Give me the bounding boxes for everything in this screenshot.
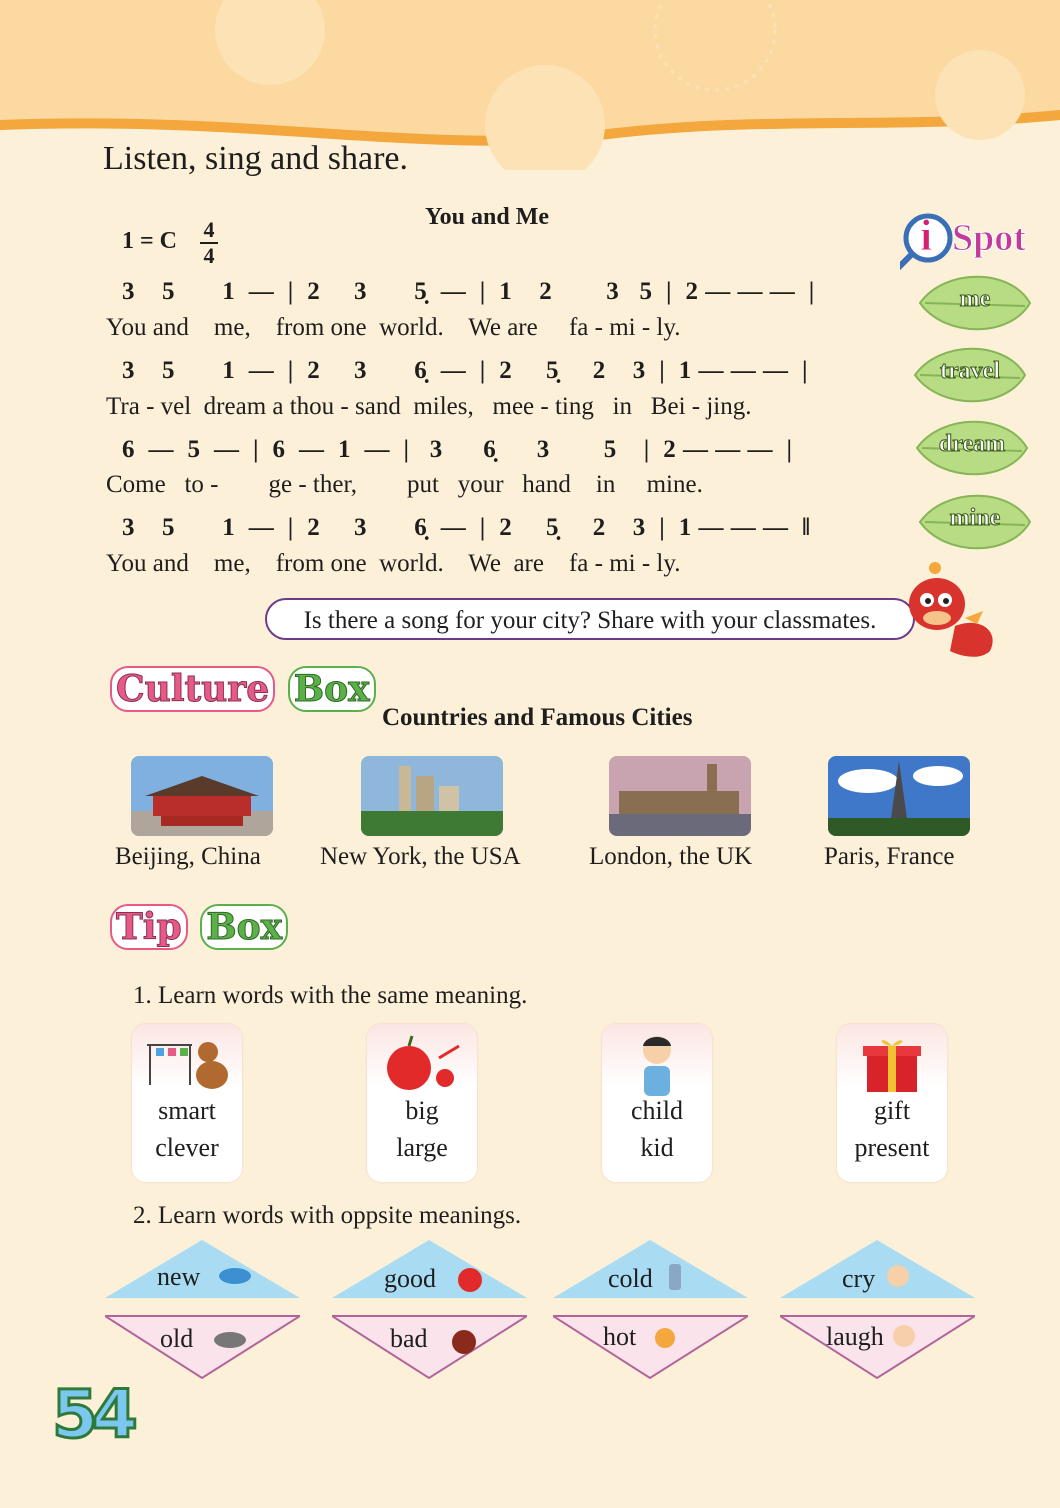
laughing-boy-icon [893,1325,915,1347]
leaf-me: me [915,268,1035,338]
tip-question-2: 2. Learn words with oppsite meanings. [133,1202,522,1229]
old-hat-icon [214,1332,246,1348]
key-label: 1 = C [122,228,178,254]
notation-line-3: 6 — 5 — | 6 — 1 — | 3 6̣ 3 5 | 2 — — — | [122,436,793,463]
lyric-line-1: You and me, from one world. We are fa - mi - ly. [106,314,681,341]
dog-icon [142,1030,232,1100]
key-signature [122,217,215,268]
word-card-child: child kid [602,1024,712,1182]
apple-icon [377,1030,467,1100]
city-label-london: London, the UK [589,843,753,870]
culture-subtitle: Countries and Famous Cities [382,704,693,731]
page-number: 54 [52,1376,132,1453]
gift-icon [847,1030,937,1100]
word-card-smart: smart clever [132,1024,242,1182]
opposite-pair-new-old: new old [105,1238,300,1380]
opposite-pair-good-bad: good bad [332,1238,527,1380]
crying-boy-icon [887,1265,909,1287]
city-label-new-york: New York, the USA [320,843,521,870]
song-title: You and Me [425,204,550,230]
time-top: 4 [203,217,215,242]
ispot-spot: Spot [952,217,1026,259]
opposite-pair-cold-hot: cold hot [553,1238,748,1380]
fridge-icon [669,1264,681,1290]
lyric-line-4: You and me, from one world. We are fa - mi - ly. [106,550,681,577]
leaf-dream: dream [912,413,1032,483]
lyric-line-3: Come to - ge - ther, put your hand in mine. [106,471,703,498]
tip-box-title: Tip Box [110,906,288,948]
apple-icon [458,1268,482,1292]
leaf-travel: travel [910,340,1030,410]
tip-question-1: 1. Learn words with the same meaning. [133,982,528,1009]
page-title: Listen, sing and share. [103,140,408,177]
notation-line-1: 3 5 1 — | 2 3 5̣ — | 1 2 3 5 | 2 — — — | [122,278,815,305]
dragon-mascot-icon [905,556,1005,666]
paris-photo [828,756,970,836]
notation-line-2: 3 5 1 — | 2 3 6̣ — | 2 5̣ 2 3 | 1 — — — | [122,357,809,384]
hat-icon [219,1268,251,1284]
leaf-mine: mine [915,487,1035,557]
notation-line-4: 3 5 1 — | 2 3 6̣ — | 2 5̣ 2 3 | 1 — — — ‖ [122,514,811,541]
city-label-beijing: Beijing, China [115,843,261,870]
culture-box-title: Culture Box [110,668,376,710]
ispot-i: i [920,211,933,260]
opposite-pair-cry-laugh: cry laugh [780,1238,975,1380]
time-bottom: 4 [203,243,215,268]
boy-icon [612,1030,702,1100]
sun-icon [655,1328,675,1348]
new-york-photo [361,756,503,836]
word-card-big: big large [367,1024,477,1182]
lyric-line-2: Tra - vel dream a thou - sand miles, mee - ting in Bei - jing. [106,393,752,420]
city-label-paris: Paris, France [824,843,955,870]
time-signature [200,218,218,268]
word-card-gift: gift present [837,1024,947,1182]
london-photo [609,756,751,836]
rotten-apple-icon [452,1330,476,1354]
share-question: Is there a song for your city? Share with your classmates. [265,598,915,640]
beijing-photo [131,756,273,836]
